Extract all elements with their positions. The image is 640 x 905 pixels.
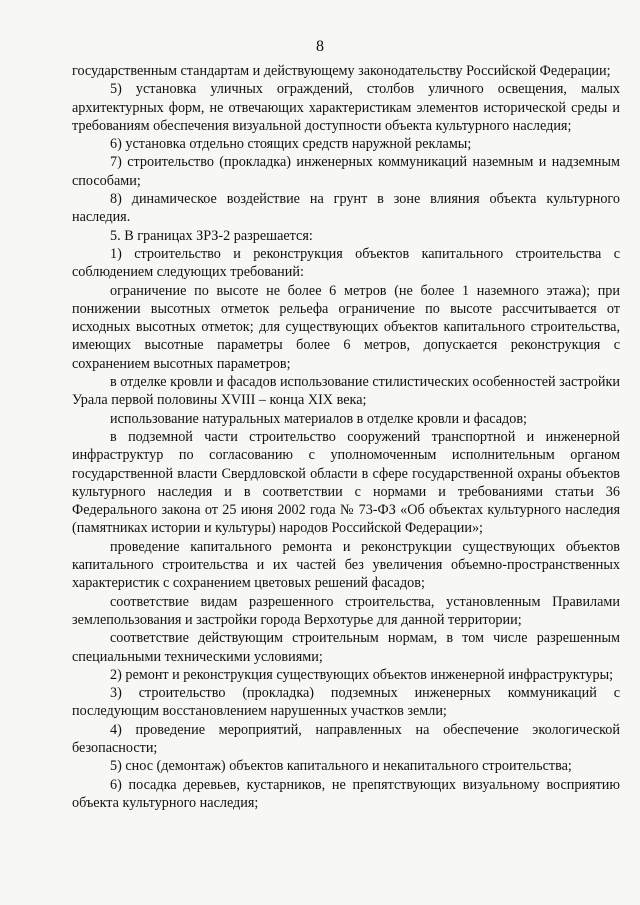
paragraph: использование натуральных материалов в отделке кровли и фасадов; <box>110 410 527 427</box>
paragraph: 6) установка отдельно стоящих средств наружной рекламы; <box>110 136 472 153</box>
paragraph: соответствие видам разрешенного строительства, установленным Правилами землепользования и застройки города Верхотурье для данной территории; <box>72 593 620 628</box>
paragraph: в подземной части строительство сооружений транспортной и инженерной инфраструктур по согласованию с уполномоченным исполнительным органом государственной власти Свердловской области в сфере государственной охраны объектов культурного наследия и в соответствии с нормами и требованиями статьи 36 Федерального закона от 25 июня 2002 года № 73-ФЗ «Об объектах культурного наследия (памятниках истории и культуры) народов Российской Федерации»; <box>72 428 620 537</box>
paragraph: 6) посадка деревьев, кустарников, не препятствующих визуальному восприятию объекта культурного наследия; <box>72 776 620 811</box>
page-number: 8 <box>316 38 324 55</box>
paragraph: 7) строительство (прокладка) инженерных коммуникаций наземным и надземным способами; <box>72 154 620 189</box>
paragraph: государственным стандартам и действующему законодательству Российской Федерации; <box>72 63 611 79</box>
paragraph: 2) ремонт и реконструкция существующих объектов инженерной инфраструктуры; <box>110 666 614 683</box>
paragraph: 5. В границах ЗРЗ-2 разрешается: <box>110 227 313 244</box>
paragraph: ограничение по высоте не более 6 метров (не более 1 наземного этажа); при понижении высотных отметок рельефа ограничение по высоте рассчитывается от исходных высотных отметок; для существующих объектов капитального строительства, имеющих высотные параметры более 6 метров, допускается реконструкция с сохранением высотных параметров; <box>72 282 620 372</box>
paragraph: 1) строительство и реконструкция объектов капитального строительства с соблюдением следующих требований: <box>72 245 620 281</box>
paragraph: 5) установка уличных ограждений, столбов уличного освещения, малых архитектурных форм, не отвечающих характеристикам элементов исторической среды и требованиям обеспечения визуальной доступности объекта культурного наследия; <box>72 81 620 134</box>
document-body <box>72 62 620 812</box>
paragraph: 5) снос (демонтаж) объектов капитального и некапитального строительства; <box>110 758 572 775</box>
paragraph: 3) строительство (прокладка) подземных инженерных коммуникаций с последующим восстановлением нарушенных участков земли; <box>72 685 620 720</box>
paragraph: проведение капитального ремонта и реконструкции существующих объектов капитального строительства и их частей без увеличения объемно-пространственных характеристик с сохранением цветовых решений фасадов; <box>72 538 620 592</box>
paragraph: 4) проведение мероприятий, направленных на обеспечение экологической безопасности; <box>72 721 620 756</box>
paragraph: 8) динамическое воздействие на грунт в зоне влияния объекта культурного наследия. <box>72 191 620 226</box>
paragraph: соответствие действующим строительным нормам, в том числе разрешенным специальными техническими условиями; <box>72 630 620 665</box>
paragraph: в отделке кровли и фасадов использование стилистических особенностей застройки Урала первой половины XVIII – конца XIX века; <box>72 374 620 409</box>
